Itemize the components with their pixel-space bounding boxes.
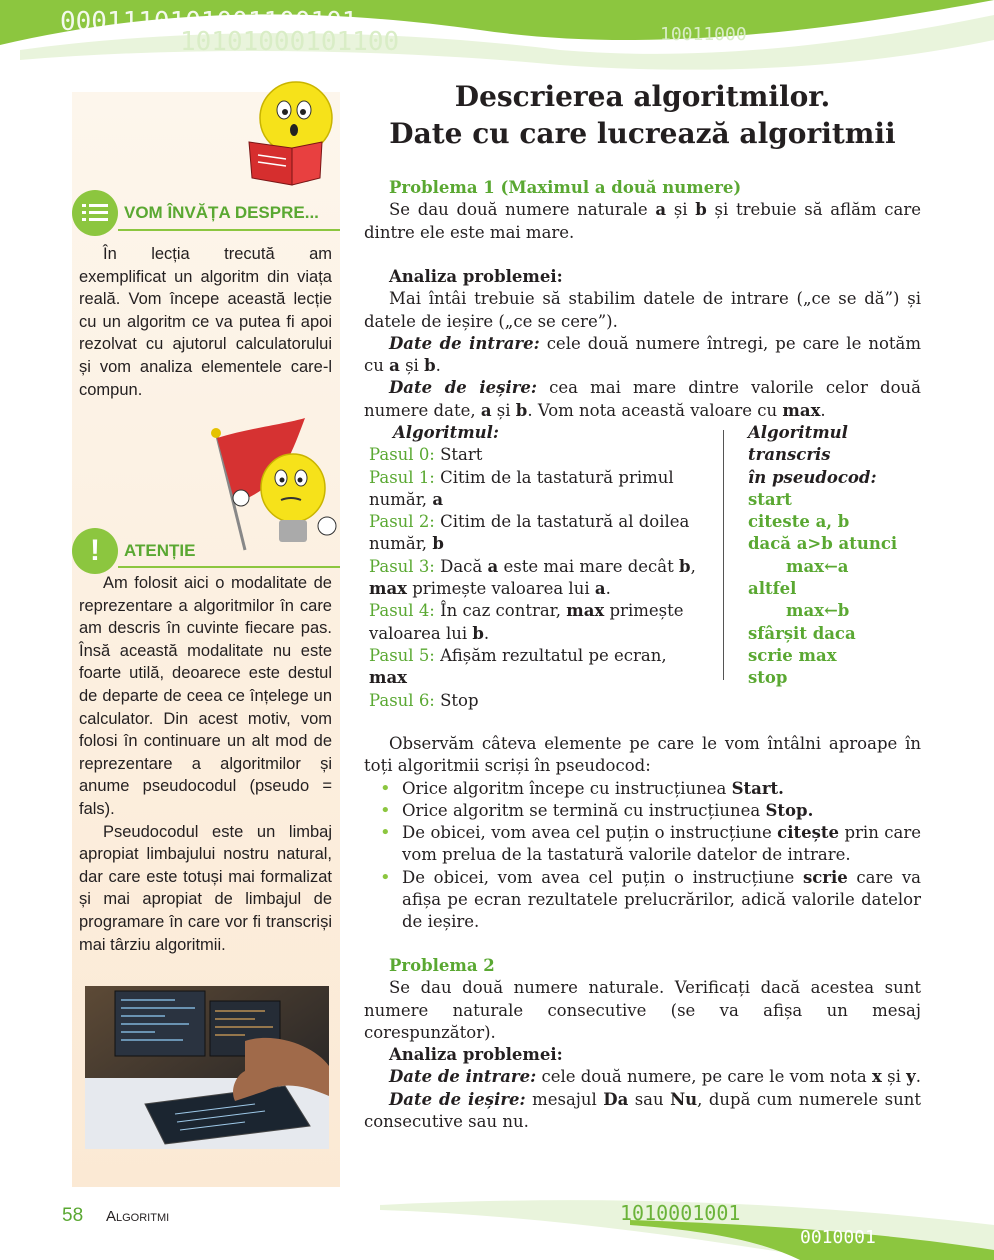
output-text-2: . Vom nota această valoare cu (527, 400, 783, 420)
analysis-2-output (364, 1089, 921, 1134)
attention-paragraph-2: Pseudocodul este un limbaj apropiat limbajului nostru natural, dar care este totuși mai formalizat și mai apropiat de limbajul de programare în care vor fi transcriși mai târziu algoritmii. (79, 822, 332, 954)
pseudocode-heading-1: Algoritmul transcris (748, 423, 848, 465)
input-and-2: și (881, 1067, 907, 1087)
bullet-4-text-a: De obicei, vom avea cel puțin o instrucțiune (402, 867, 803, 887)
svg-text:10011000: 10011000 (660, 24, 747, 45)
step-6 (369, 690, 699, 712)
title-line-2: Date cu care lucrează algoritmii (389, 117, 896, 150)
step-5-label: Pasul 5: (369, 645, 435, 665)
step-4-dot: . (483, 623, 490, 643)
step-3-dot: . (605, 579, 611, 599)
list-item (364, 822, 921, 867)
problem-1 (364, 177, 921, 244)
svg-text:1010001001: 1010001001 (620, 1201, 741, 1225)
observations (364, 733, 921, 934)
output-text-2a: mesajul (525, 1089, 604, 1109)
step-2-label: Pasul 2: (369, 512, 435, 532)
analysis-1-text: Mai întâi trebuie să stabilim datele de intrare („ce se dă”) și datele de ieșire („ce se cere”). (364, 289, 921, 331)
bulb-flag-illustration (205, 418, 340, 558)
output-var-b: b (515, 400, 528, 420)
pseudocode-line: scrie max (748, 645, 837, 665)
p1-text-1: Se dau două numere naturale (389, 200, 656, 220)
step-5-text: Afișăm rezultatul pe ecran, (434, 645, 667, 665)
bullet-4-text-b: care va afișa pe ecran rezultatele prelucrărilor, adică valorile datelor de ieșire. (402, 867, 921, 932)
output-label-2: Date de ieșire: (389, 1089, 526, 1109)
step-4-text-b: primește valoarea lui (369, 601, 684, 643)
step-3-text-d: primește valoarea lui (407, 579, 595, 599)
learn-title: VOM ÎNVĂȚA DESPRE... (124, 203, 319, 222)
problem-2-statement: Se dau două numere naturale. Verificați dacă acestea sunt numere naturale consecutive (se va afișa un mesaj corespunzător). (364, 978, 921, 1042)
bottom-binary-banner (380, 1195, 994, 1260)
pseudocode-line: stop (748, 668, 788, 688)
step-2-text: Citim de la tastatură al doilea număr, (369, 512, 690, 554)
title-line-1: Descrierea algoritmilor. (454, 80, 831, 113)
bullet-2-text: Orice algoritm se termină cu instrucțiunea (402, 800, 766, 820)
step-2-var: b (432, 534, 444, 554)
step-3-label: Pasul 3: (369, 556, 435, 576)
step-0-label: Pasul 0: (369, 445, 435, 465)
output-and: și (491, 400, 516, 420)
step-1-label: Pasul 1: (369, 467, 435, 487)
pseudocode-line: max←b (786, 601, 850, 621)
bullet-2-bold: Stop. (765, 800, 814, 820)
input-var-x: x (872, 1067, 882, 1087)
top-binary-banner (0, 0, 994, 70)
list-item (364, 867, 921, 934)
output-dot: . (820, 400, 826, 420)
input-dot-2: . (915, 1067, 921, 1087)
output-text: cea mai mare dintre valorile celor două numere date, (364, 378, 922, 420)
step-4-text-a: În caz contrar, (434, 601, 567, 621)
list-icon (72, 190, 118, 236)
step-1-text: Citim de la tastatură primul număr, (369, 467, 674, 509)
p1-var-a: a (655, 200, 667, 220)
analysis-2-input (364, 1066, 921, 1088)
page-title (370, 78, 915, 152)
input-var-y: y (906, 1067, 916, 1087)
input-text: cele două numere întregi, pe care le notăm cu (364, 333, 922, 376)
step-5 (369, 645, 699, 690)
output-var-a: a (480, 400, 492, 420)
learn-divider (118, 229, 340, 231)
problem-1-statement (364, 199, 921, 244)
input-dot: . (435, 356, 441, 376)
pseudocode-line: altfel (748, 579, 797, 599)
bulb-reading-illustration (244, 80, 339, 195)
step-4-var-b: b (472, 623, 484, 643)
problem-1-heading: Problema 1 (Maximul a două numere) (389, 178, 742, 197)
step-3-var-a: a (487, 556, 499, 576)
attention-paragraph-1: Am folosit aici o modalitate de reprezentare a algoritmilor în care am descris în cuvinte fiecare pas. Însă această modalitate nu este foarte utilă, deoarece este destul de departe de ceea ce înțelege un calculator. Din acest motiv, vom folosi în continuare un alt mod de reprezentare a algoritmilor și anume pseudocodul (pseudo = fals). (79, 574, 332, 818)
bullet-3-bold: citește (777, 823, 840, 843)
problem-2 (364, 955, 921, 1044)
input-and: și (399, 356, 425, 376)
p1-var-b: b (695, 200, 707, 220)
step-1-var: a (432, 489, 444, 509)
pseudocode-line: dacă a>b atunci (748, 534, 898, 554)
step-1 (369, 467, 699, 512)
bullet-1-text: Orice algoritm începe cu instrucțiunea (402, 778, 732, 798)
step-0-text: Start (434, 445, 483, 465)
p1-text-3: și trebuie să aflăm care dintre ele este mai mare. (364, 200, 922, 242)
output-nu: Nu (670, 1089, 698, 1109)
problem-2-heading: Problema 2 (389, 956, 495, 975)
step-3-var-a2: a (594, 579, 606, 599)
analysis-2-heading: Analiza problemei: (389, 1045, 563, 1064)
exclamation-icon: ! (72, 528, 118, 574)
output-sau: sau (628, 1089, 671, 1109)
svg-text:0001110101001100101: 0001110101001100101 (60, 7, 358, 37)
step-3-var-b: b (679, 556, 691, 576)
input-var-b: b (424, 356, 436, 376)
pseudocode-line: start (748, 489, 792, 509)
output-da: Da (603, 1089, 629, 1109)
step-6-text: Stop (434, 690, 479, 710)
observations-list (364, 778, 921, 934)
attention-divider (118, 566, 340, 568)
step-4-var-max: max (566, 601, 605, 621)
analysis-2 (364, 1044, 921, 1133)
svg-text:0010001: 0010001 (800, 1227, 876, 1248)
step-0 (369, 444, 699, 466)
bullet-3-text-b: prin care vom prelua de la tastatură valorile datelor de intrare. (402, 823, 921, 865)
analysis-1-output (364, 377, 921, 422)
analysis-1-input (364, 333, 921, 378)
input-var-a: a (389, 356, 400, 376)
output-var-max: max (782, 400, 821, 420)
list-item (364, 778, 921, 800)
bullet-3-text-a: De obicei, vom avea cel puțin o instrucțiune (402, 823, 778, 843)
pseudocode-line: citeste a, b (748, 512, 850, 532)
attention-title: ATENȚIE (124, 541, 196, 560)
input-label-2: Date de intrare: (389, 1067, 537, 1087)
input-label: Date de intrare: (389, 333, 540, 353)
learn-paragraph: În lecția trecută am exemplificat un algoritm din viața reală. Vom începe această lecție cu un algoritm ce va putea fi apoi rezolvat cu ajutorul calculatorului și vom analiza elementele care-l compun. (79, 245, 332, 399)
step-3-text-a: Dacă (434, 556, 488, 576)
analysis-1 (364, 266, 921, 422)
step-5-var-max: max (369, 668, 407, 688)
step-3-text-b: este mai mare decât (498, 556, 680, 576)
step-4-label: Pasul 4: (369, 601, 435, 621)
pseudocode-line: max←a (786, 556, 849, 576)
attention-text (79, 572, 332, 956)
observations-intro: Observăm câteva elemente pe care le vom întâlni aproape în toți algoritmii scriși în pseudocod: (364, 734, 921, 776)
p1-text-2: și (666, 200, 696, 220)
step-3-comma: , (690, 556, 696, 576)
output-label: Date de ieșire: (389, 378, 538, 398)
step-2 (369, 511, 699, 556)
step-6-label: Pasul 6: (369, 690, 435, 710)
pseudocode-line: sfârșit daca (748, 623, 856, 643)
svg-text:10101000101100: 10101000101100 (180, 27, 400, 57)
pseudocode-heading-2: în pseudocod: (748, 467, 877, 487)
page-number: 58 (62, 1205, 84, 1226)
learn-text (79, 243, 332, 401)
step-3-var-max: max (369, 579, 407, 599)
step-3 (369, 556, 699, 601)
algorithm-steps (369, 422, 699, 712)
list-item (364, 800, 921, 822)
bullet-4-bold: scrie (802, 867, 848, 887)
input-text-2: cele două numere, pe care le vom nota (536, 1067, 873, 1087)
section-name: Algoritmi (106, 1208, 170, 1225)
output-text-2b: , după cum numerele sunt consecutive sau nu. (364, 1089, 921, 1131)
algorithm-heading: Algoritmul: (393, 423, 500, 442)
programmer-tablet-photo (85, 986, 329, 1149)
step-4 (369, 600, 699, 645)
column-divider (723, 430, 724, 680)
pseudocode-block (748, 422, 928, 690)
analysis-1-heading: Analiza problemei: (389, 267, 563, 286)
bullet-1-bold: Start. (731, 778, 784, 798)
